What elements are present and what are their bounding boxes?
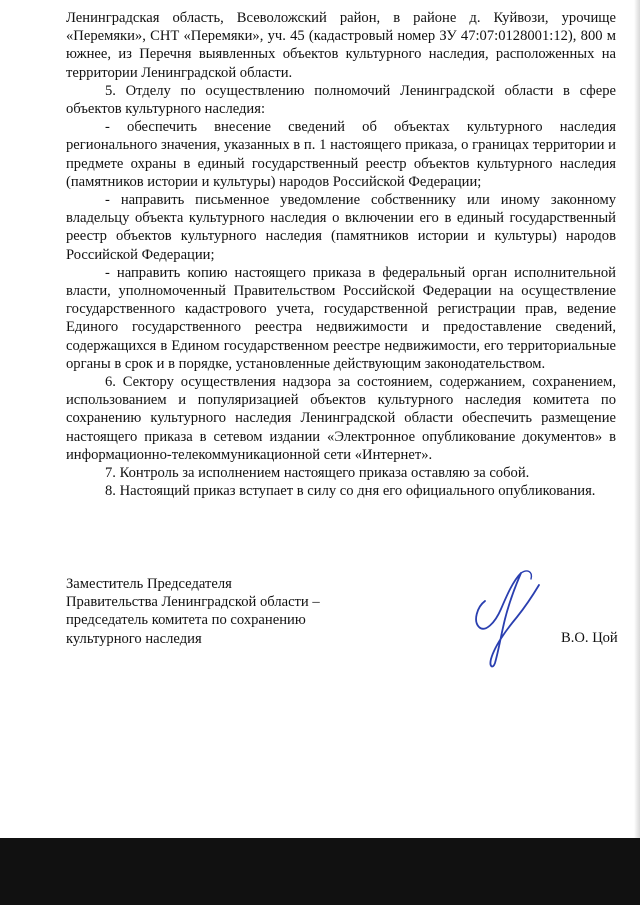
- signer-name: В.О. Цой: [561, 630, 618, 646]
- document-body: [66, 9, 616, 500]
- paragraph-continuation: Ленинградская область, Всеволожский район, в районе д. Куйвози, урочище «Перемяки», СНТ «Перемяки», уч. 45 (кадастровый номер ЗУ 47:07:0128001:12), 800 м южнее, из Перечня выявленных объектов культурного наследия, расположенных на территории Ленинградской области.: [66, 10, 616, 81]
- paragraph-item-6: 6. Сектору осуществления надзора за состоянием, содержанием, сохранением, использованием и популяризацией объектов культурного наследия комитета по сохранению культурного наследия Ленинградской области обеспечить размещение настоящего приказа в сетевом издании «Электронное опубликование документов» в информационно-телекоммуникационной сети «Интернет».: [66, 374, 616, 463]
- paragraph-item-5-sub-2: - направить письменное уведомление собственнику или иному законному владельцу объекта культурного наследия о включении его в единый государственный реестр объектов культурного наследия (памятников истории и культуры) народов Российской Федерации;: [66, 192, 616, 263]
- paragraph-item-7: 7. Контроль за исполнением настоящего приказа оставляю за собой.: [105, 465, 530, 482]
- signer-title: [66, 575, 366, 648]
- scan-edge-shadow: [634, 0, 640, 838]
- scan-border: [0, 838, 640, 905]
- signer-title-line: культурного наследия: [66, 630, 202, 647]
- handwritten-signature: [455, 563, 555, 673]
- signer-title-line: Заместитель Председателя: [66, 576, 232, 592]
- signer-title-line: Правительства Ленинградской области –: [66, 594, 320, 611]
- paragraph-item-5-sub-3: - направить копию настоящего приказа в федеральный орган исполнительной власти, уполномоченный Правительством Российской Федерации на осуществление государственного кадастрового учета, государственной регистрации прав, ведение Единого государственного реестра недвижимости и предоставление сведений, содержащихся в Едином государственном реестре недвижимости, его территориальные органы в срок и в порядке, установленные действующим законодательством.: [66, 264, 616, 372]
- paragraph-item-5: 5. Отделу по осуществлению полномочий Ленинградской области в сфере объектов культурного наследия:: [66, 82, 616, 118]
- paragraph-item-5-sub-1: - обеспечить внесение сведений об объектах культурного наследия регионального значения, указанных в п. 1 настоящего приказа, о границах территории и предмете охраны в единый государственный реестр объектов культурного наследия (памятников истории и культуры) народов Российской Федерации;: [66, 119, 616, 190]
- signer-title-line: председатель комитета по сохранению: [66, 612, 306, 629]
- paragraph-item-8: 8. Настоящий приказ вступает в силу со дня его официального опубликования.: [105, 483, 596, 500]
